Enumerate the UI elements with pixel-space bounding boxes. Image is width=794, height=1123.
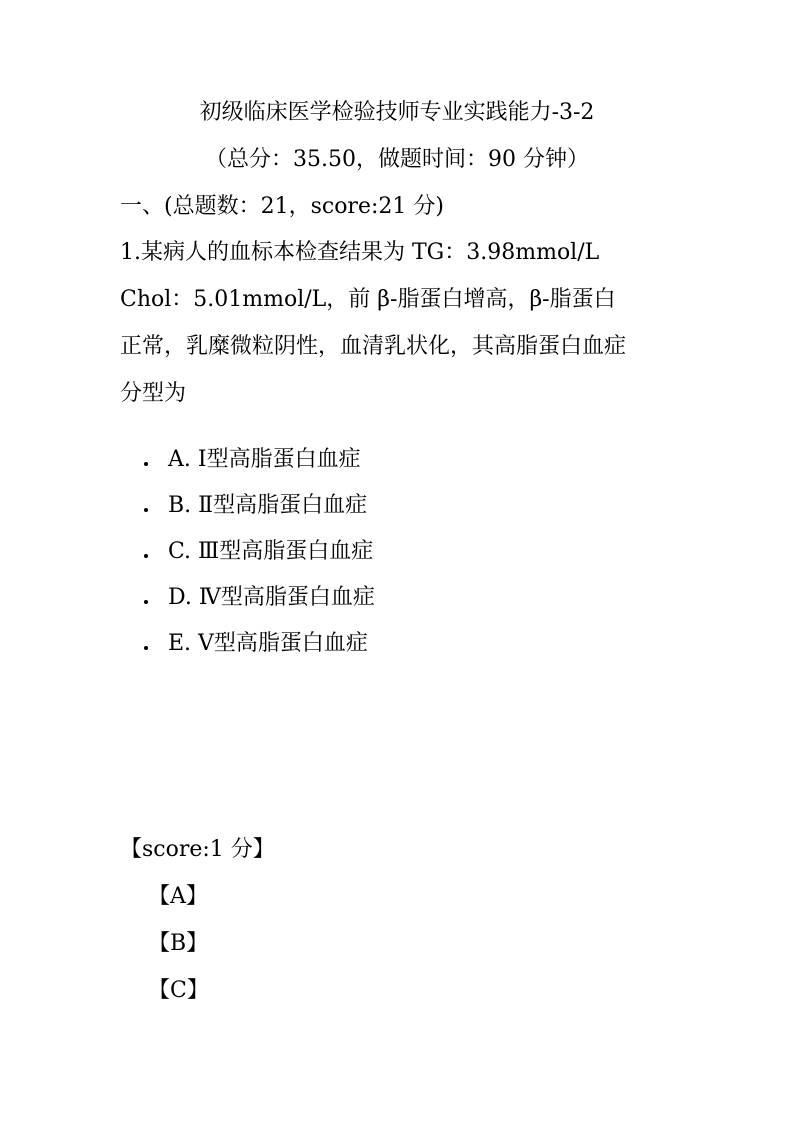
option-c: [140, 537, 375, 583]
bullet-icon: [144, 646, 148, 650]
bullet-icon: [144, 508, 148, 512]
bullet-icon: [144, 554, 148, 558]
answer-item: 【C】: [148, 978, 209, 1003]
option-label: D. Ⅳ型高脂蛋白血症: [168, 585, 375, 610]
answer-item: 【B】: [148, 931, 209, 956]
option-d: [140, 583, 375, 629]
option-label: B. Ⅱ型高脂蛋白血症: [168, 493, 368, 518]
bullet-icon: [144, 462, 148, 466]
document-title: 初级临床医学检验技师专业实践能力-3-2: [199, 100, 595, 125]
answer-item: 【A】: [148, 884, 208, 909]
option-label: E. Ⅴ型高脂蛋白血症: [168, 631, 368, 656]
options-list: [140, 445, 375, 675]
question-text-line: 正常，乳糜微粒阴性，血清乳状化，其高脂蛋白血症: [120, 334, 627, 359]
question-text-line: 分型为: [120, 381, 187, 406]
question-text-line: 1.某病人的血标本检查结果为 TG：3.98mmol/L: [120, 240, 600, 265]
section-header: 一、(总题数：21，score:21 分): [120, 194, 444, 219]
option-label: A. Ⅰ型高脂蛋白血症: [168, 447, 361, 472]
option-a: [140, 445, 375, 491]
option-b: [140, 491, 375, 537]
option-e: [140, 629, 375, 675]
question-text-line: Chol：5.01mmol/L，前 β-脂蛋白增高，β-脂蛋白: [120, 287, 616, 312]
score-label: 【score:1 分】: [120, 837, 275, 862]
document-subtitle: （总分：35.50，做题时间：90 分钟）: [205, 147, 589, 172]
option-label: C. Ⅲ型高脂蛋白血症: [168, 539, 374, 564]
bullet-icon: [144, 600, 148, 604]
